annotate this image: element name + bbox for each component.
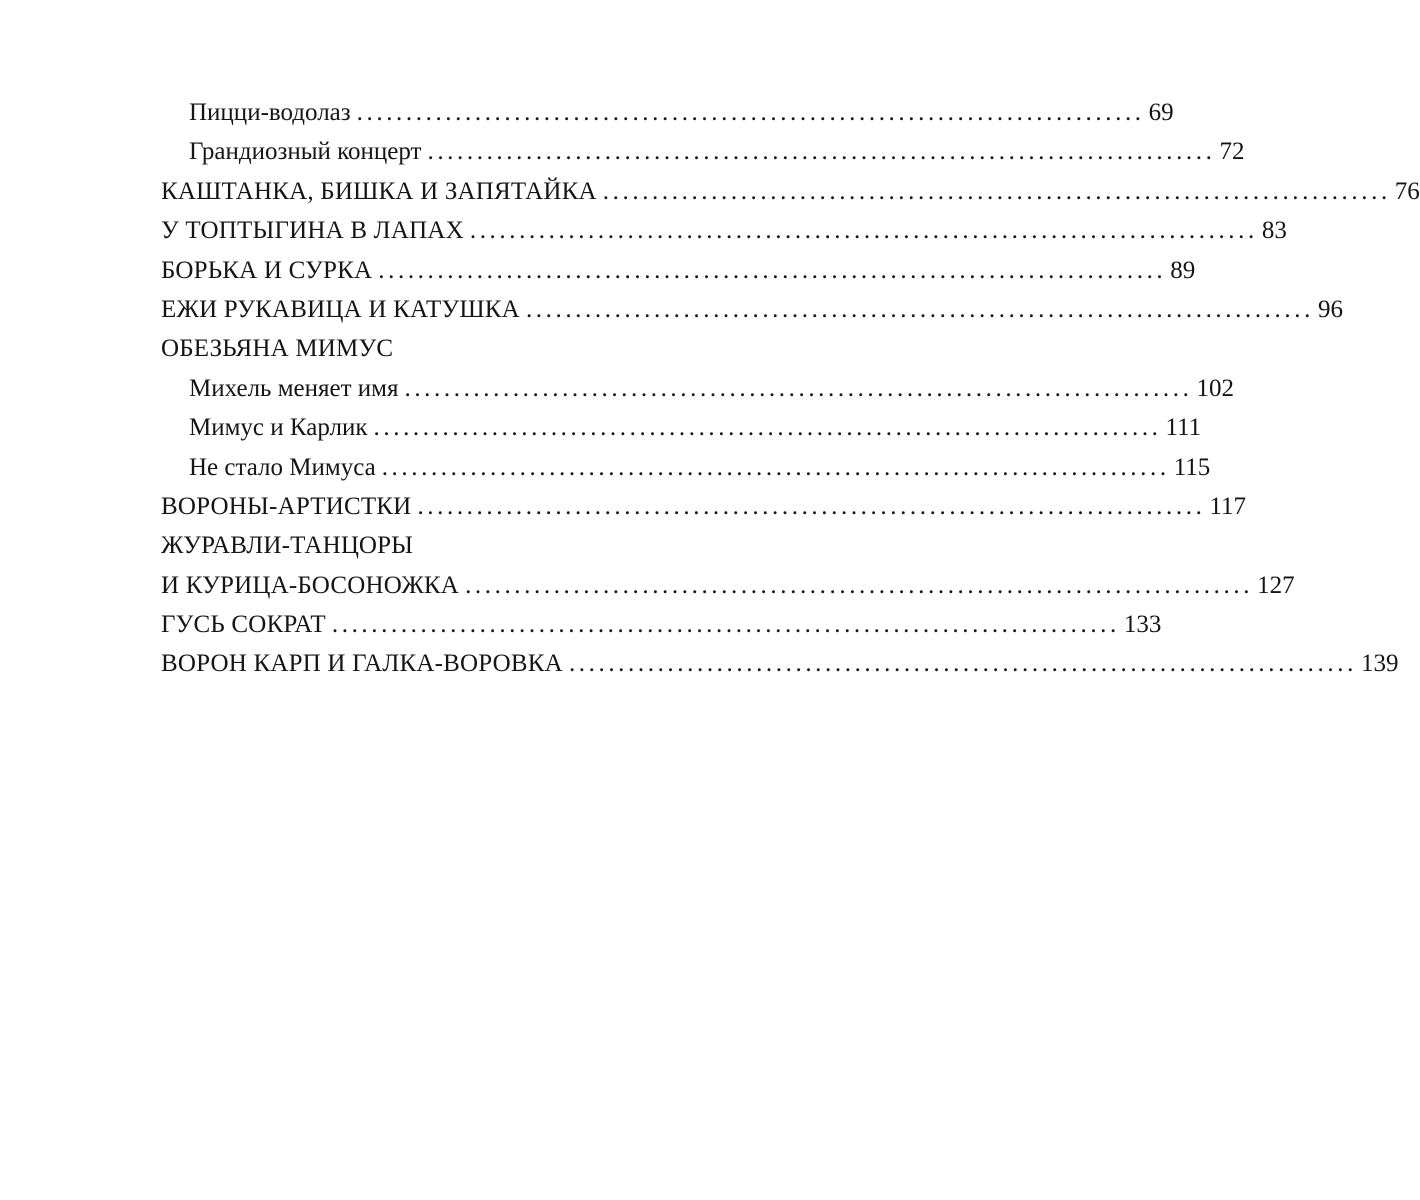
toc-entry-page: 117 [1209,492,1247,520]
toc-entry-page: 76 [1394,177,1420,205]
toc-entry-page: 83 [1261,217,1287,245]
toc-entry-page: 127 [1257,571,1295,599]
toc-entry-page: 89 [1170,256,1196,284]
toc-entry-page: 102 [1196,374,1234,402]
toc-entry[interactable] [161,132,1245,171]
toc-entry-page: 115 [1173,453,1211,481]
toc-entry-title: Пицци-водолаз [189,99,351,126]
toc-entry-title: ВОРОНЫ-АРТИСТКИ [161,492,412,520]
toc-entry-page: 69 [1148,99,1174,126]
toc-entry[interactable] [161,93,1174,132]
dot-leader: ................................................................................ [378,256,1167,284]
toc-entry[interactable] [161,644,1399,683]
toc-entry-first-line[interactable] [161,526,730,565]
toc-entry[interactable] [161,172,1420,211]
toc-entry[interactable] [161,290,1343,329]
toc-entry[interactable] [161,566,1295,605]
dot-leader: ................................................................................ [356,99,1145,126]
toc-section-heading[interactable] [161,329,730,368]
toc-entry-title: Грандиозный концерт [189,138,422,166]
toc-entry-title: Мимус и Карлик [189,414,368,442]
toc-entry-title: И КУРИЦА-БОСОНОЖКА [161,571,460,599]
dot-leader: ................................................................................ [381,453,1170,481]
toc-entry-page: 72 [1219,138,1245,166]
toc-entry-page: 96 [1317,295,1343,323]
toc-entry[interactable] [161,605,1162,644]
toc-entry-title: БОРЬКА И СУРКА [161,256,373,284]
toc-entry[interactable] [161,211,1287,250]
toc-entry[interactable] [161,251,1196,290]
toc-entry-page: 139 [1360,650,1399,678]
dot-leader: ................................................................................ [373,414,1162,442]
toc-entry-title: ЖУРАВЛИ-ТАНЦОРЫ [161,532,414,560]
dot-leader: ................................................................................ [525,295,1314,323]
dot-leader: ................................................................................ [417,492,1206,520]
toc-entry-title: ОБЕЗЬЯНА МИМУС [161,335,394,363]
toc-entry[interactable] [161,487,1247,526]
dot-leader: ................................................................................ [427,138,1216,166]
dot-leader: ................................................................................ [465,571,1254,599]
toc-entry[interactable] [161,408,1202,447]
dot-leader: ................................................................................ [602,177,1391,205]
dot-leader: ................................................................................ [568,650,1357,678]
toc-entry[interactable] [161,448,1211,487]
toc-entry-title: У ТОПТЫГИНА В ЛАПАХ [161,217,464,245]
toc-entry-page: 133 [1123,611,1162,639]
dot-leader: ................................................................................ [404,374,1193,402]
toc-entry-title: ГУСЬ СОКРАТ [161,611,326,639]
toc-entry-title: КАШТАНКА, БИШКА И ЗАПЯТАЙКА [161,177,597,205]
toc-entry[interactable] [161,369,1234,408]
dot-leader: ................................................................................ [469,217,1258,245]
table-of-contents [161,93,1420,684]
toc-entry-title: Не стало Мимуса [189,453,376,481]
toc-entry-title: ЕЖИ РУКАВИЦА И КАТУШКА [161,295,520,323]
toc-entry-title: Михель меняет имя [189,374,399,402]
toc-entry-title: ВОРОН КАРП И ГАЛКА-ВОРОВКА [161,650,563,678]
toc-entry-page: 111 [1165,414,1202,442]
dot-leader: ................................................................................ [331,611,1120,639]
